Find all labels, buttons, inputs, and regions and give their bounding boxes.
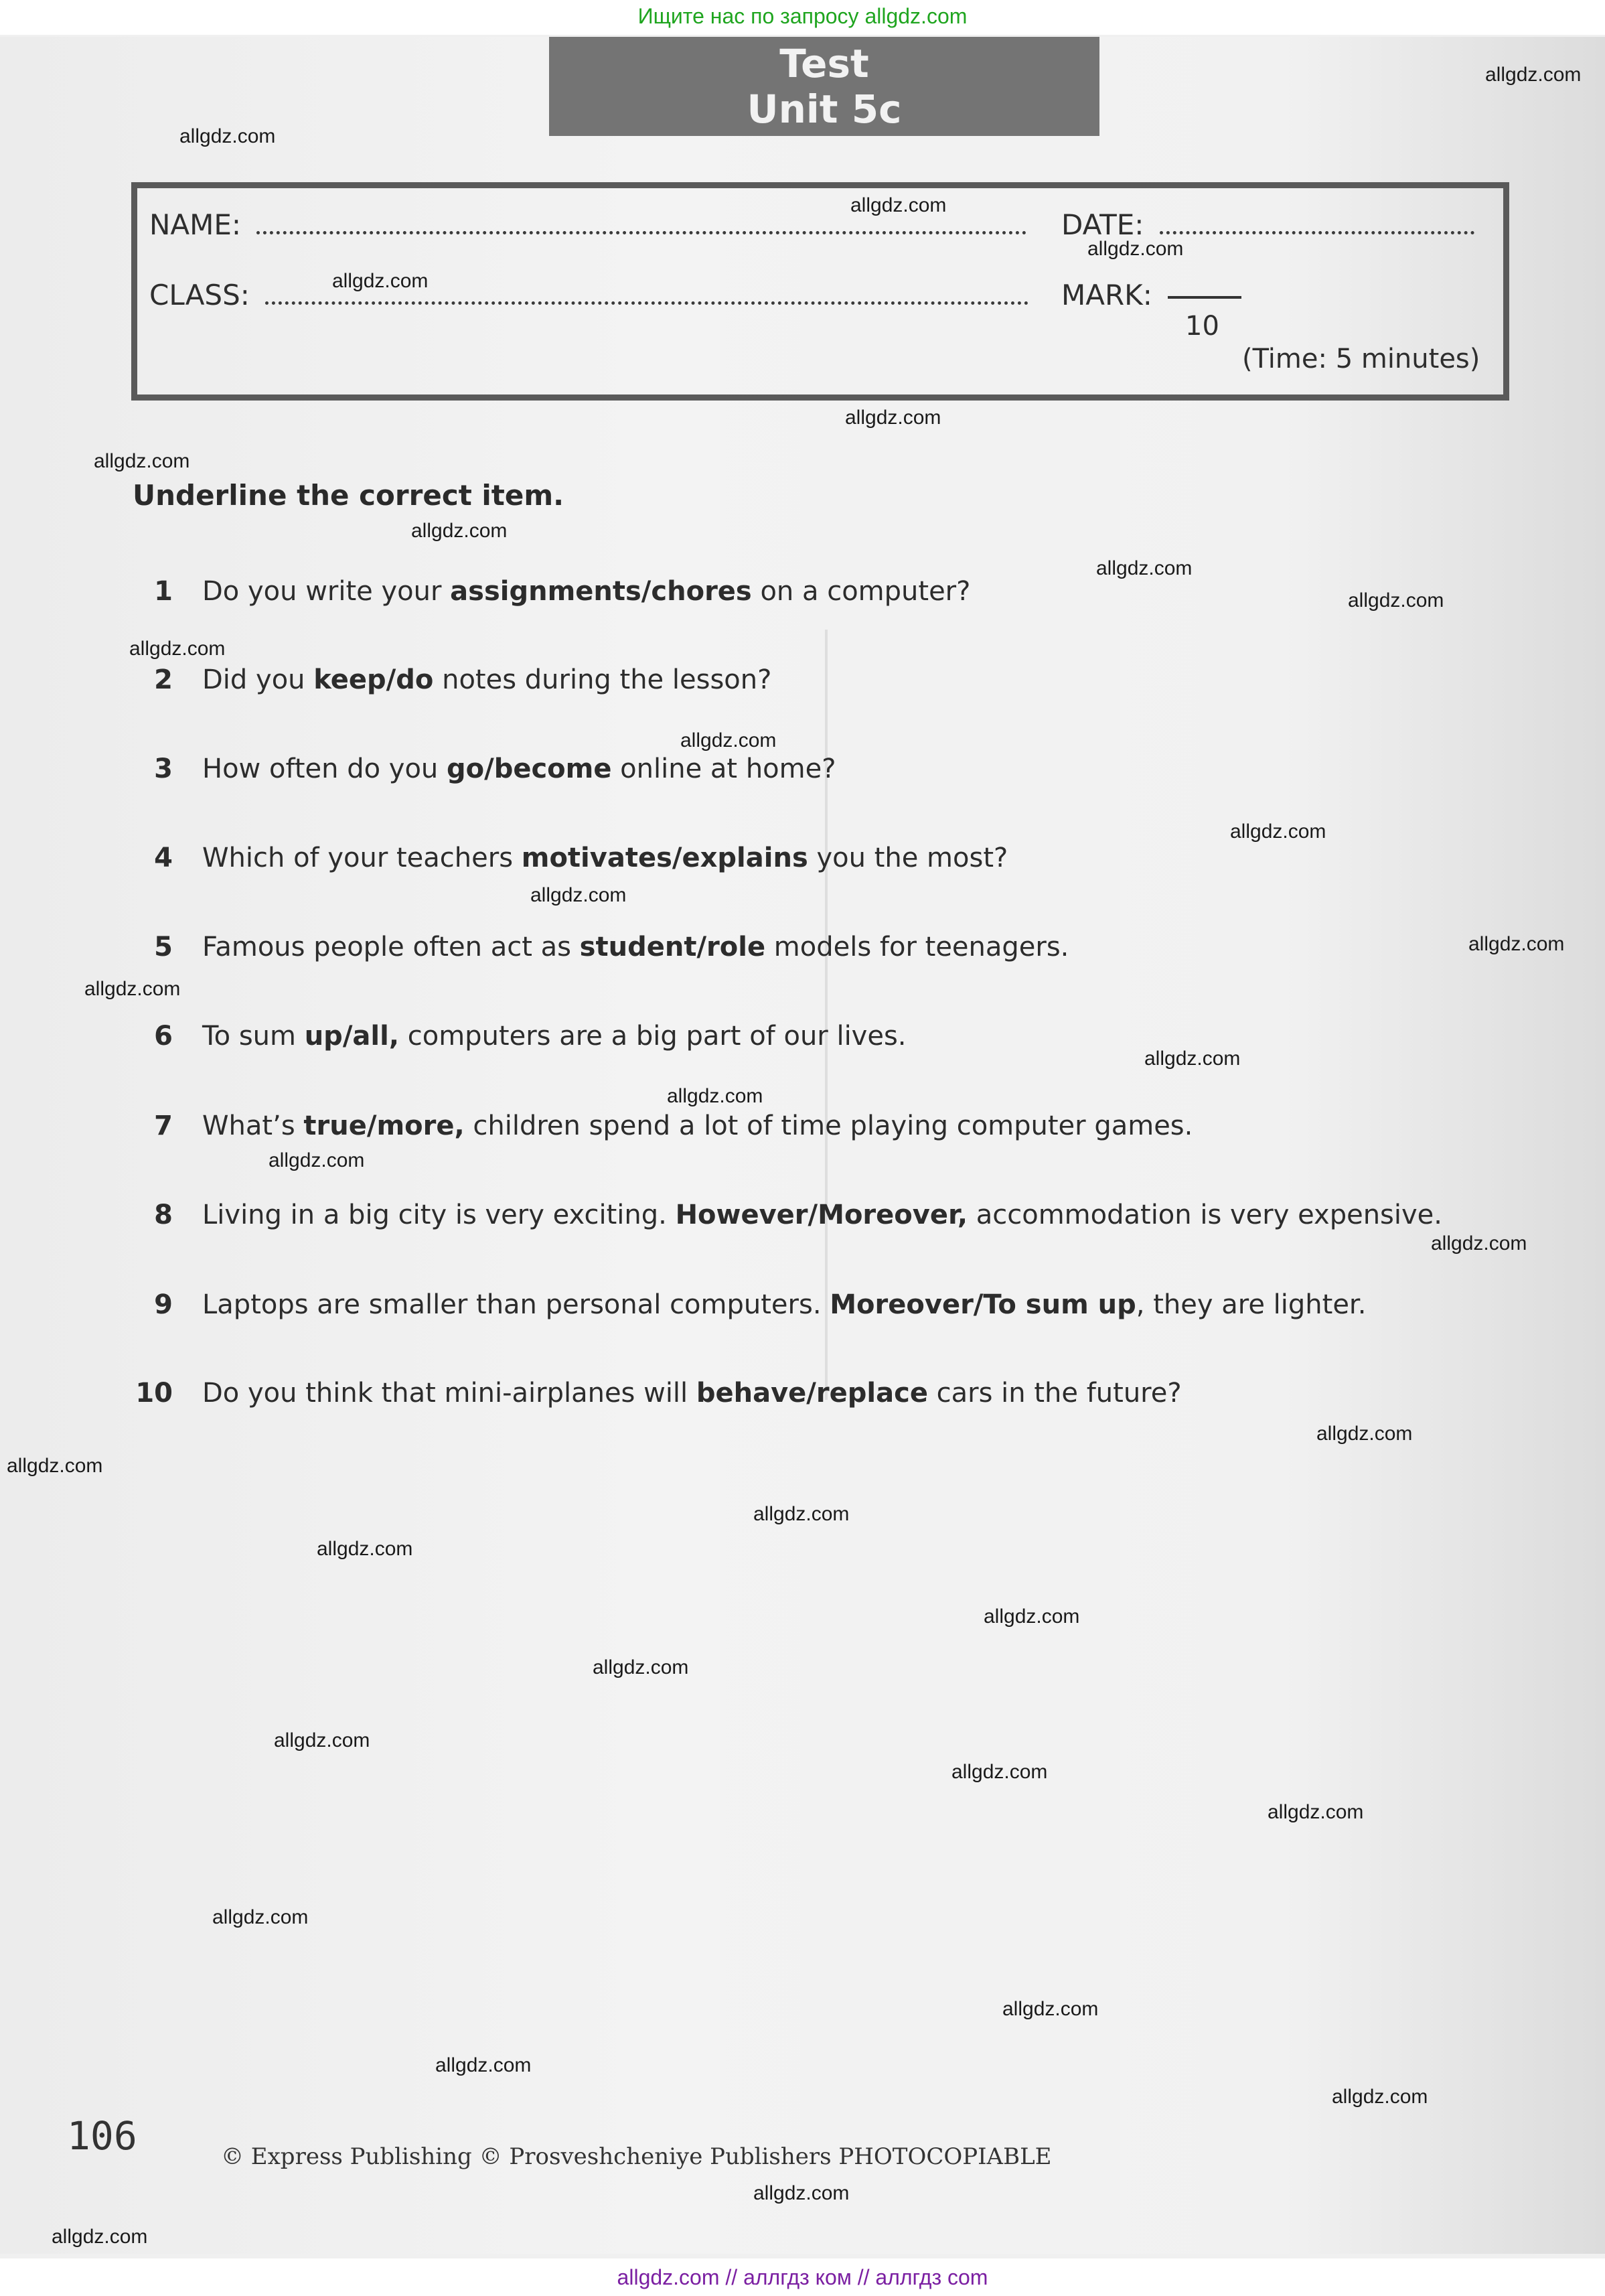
- question-text-after: on a computer?: [751, 576, 971, 607]
- question-text-before: Living in a big city is very exciting.: [202, 1200, 676, 1230]
- answer-choice[interactable]: However/Moreover,: [675, 1200, 968, 1230]
- question-number: 8: [154, 1200, 173, 1230]
- name-blank[interactable]: [256, 227, 1026, 234]
- answer-choice[interactable]: keep/do: [313, 664, 434, 695]
- question-item: [131, 1021, 907, 1052]
- question-text-before: How often do you: [202, 754, 447, 784]
- instruction: Underline the correct item.: [133, 479, 564, 512]
- header-title: Test: [779, 41, 869, 86]
- page-number: 106: [67, 2113, 137, 2159]
- answer-choice[interactable]: assignments/chores: [450, 576, 752, 607]
- watermark: allgdz.com: [680, 729, 777, 751]
- question-item: [131, 932, 1069, 962]
- question-text-after: online at home?: [611, 754, 836, 784]
- question-number: 10: [135, 1378, 173, 1409]
- watermark: allgdz.com: [530, 884, 627, 906]
- question-text-after: , they are lighter.: [1136, 1289, 1367, 1320]
- question-text-before: Did you: [202, 664, 314, 695]
- watermark: allgdz.com: [212, 1906, 309, 1928]
- name-label: NAME:: [149, 208, 242, 241]
- watermark: allgdz.com: [667, 1085, 763, 1107]
- question-item: [131, 843, 1008, 873]
- watermark: allgdz.com: [984, 1605, 1080, 1628]
- watermark: allgdz.com: [52, 2226, 148, 2248]
- bottom-banner: allgdz.com // аллгдз ком // аллгдз com: [0, 2258, 1605, 2296]
- watermark: allgdz.com: [411, 520, 508, 542]
- question-number: 3: [154, 754, 173, 784]
- answer-choice[interactable]: motivates/explains: [521, 843, 808, 873]
- watermark: allgdz.com: [593, 1656, 689, 1678]
- question-text-after: models for teenagers.: [765, 932, 1069, 962]
- question-text-after: computers are a big part of our lives.: [399, 1021, 907, 1052]
- question-number: 4: [154, 843, 173, 873]
- question-text-before: What’s: [202, 1110, 304, 1141]
- question-text-after: accommodation is very expensive.: [968, 1200, 1442, 1230]
- answer-choice[interactable]: Moreover/To sum up: [830, 1289, 1136, 1320]
- question-item: [131, 1110, 1193, 1141]
- bleed-through-divider: [825, 630, 828, 1400]
- answer-choice[interactable]: student/role: [579, 932, 766, 962]
- watermark: allgdz.com: [317, 1538, 413, 1560]
- watermark: allgdz.com: [1316, 1423, 1413, 1445]
- test-header: [549, 37, 1099, 136]
- question-item: [131, 664, 771, 695]
- question-text-after: you the most?: [808, 843, 1008, 873]
- header-unit: Unit 5c: [747, 86, 902, 132]
- watermark: allgdz.com: [1348, 589, 1444, 612]
- answer-choice[interactable]: true/more,: [303, 1110, 465, 1141]
- mark-denominator: 10: [1185, 311, 1219, 342]
- question-item: [131, 1378, 1182, 1409]
- watermark: allgdz.com: [332, 270, 429, 292]
- top-banner-link[interactable]: Ищите нас по запросу allgdz.com: [637, 4, 968, 28]
- watermark: allgdz.com: [274, 1729, 370, 1751]
- question-item: [131, 1200, 1442, 1230]
- watermark: allgdz.com: [1087, 238, 1184, 260]
- question-text-before: Laptops are smaller than personal computers.: [202, 1289, 830, 1320]
- question-text-after: children spend a lot of time playing computer games.: [464, 1110, 1193, 1141]
- date-field[interactable]: [1061, 208, 1474, 241]
- watermark: allgdz.com: [1230, 820, 1326, 843]
- watermark: allgdz.com: [753, 1503, 850, 1525]
- date-blank[interactable]: [1160, 227, 1474, 234]
- question-text-before: Famous people often act as: [202, 932, 580, 962]
- question-number: 6: [154, 1021, 173, 1052]
- watermark: allgdz.com: [1468, 933, 1565, 955]
- watermark: allgdz.com: [1431, 1232, 1527, 1254]
- question-text-after: cars in the future?: [927, 1378, 1182, 1409]
- class-blank[interactable]: [265, 297, 1028, 305]
- watermark: allgdz.com: [850, 194, 947, 216]
- question-item: [131, 754, 836, 784]
- watermark: allgdz.com: [269, 1149, 365, 1171]
- watermark: allgdz.com: [845, 407, 941, 429]
- top-banner: [0, 0, 1605, 35]
- watermark: allgdz.com: [129, 638, 226, 660]
- watermark: allgdz.com: [435, 2054, 532, 2076]
- mark-fraction-line: [1168, 296, 1241, 299]
- question-number: 5: [154, 932, 173, 962]
- answer-choice[interactable]: go/become: [446, 754, 612, 784]
- copyright-footer: © Express Publishing © Prosveshcheniye Publishers PHOTOCOPIABLE: [221, 2143, 1052, 2170]
- watermark: allgdz.com: [94, 450, 190, 472]
- watermark: allgdz.com: [1332, 2086, 1428, 2108]
- watermark: allgdz.com: [84, 978, 181, 1000]
- watermark: allgdz.com: [1096, 557, 1193, 579]
- question-text-before: Which of your teachers: [202, 843, 522, 873]
- question-text-before: To sum: [202, 1021, 305, 1052]
- watermark: allgdz.com: [7, 1455, 103, 1477]
- mark-field[interactable]: [1061, 279, 1241, 311]
- time-note: (Time: 5 minutes): [1242, 344, 1480, 374]
- question-number: 2: [154, 664, 173, 695]
- question-number: 9: [154, 1289, 173, 1320]
- watermark: allgdz.com: [1268, 1801, 1364, 1823]
- watermark: allgdz.com: [951, 1761, 1048, 1783]
- question-number: 7: [154, 1110, 173, 1141]
- watermark: allgdz.com: [753, 2182, 850, 2204]
- answer-choice[interactable]: behave/replace: [696, 1378, 928, 1409]
- question-text-after: notes during the lesson?: [433, 664, 772, 695]
- question-number: 1: [154, 576, 173, 607]
- watermark: allgdz.com: [1002, 1998, 1099, 2020]
- watermark: allgdz.com: [1485, 64, 1582, 86]
- class-field[interactable]: [149, 279, 1028, 311]
- class-label: CLASS:: [149, 279, 250, 311]
- watermark: allgdz.com: [1144, 1048, 1241, 1070]
- date-label: DATE:: [1061, 208, 1144, 241]
- question-item: [131, 576, 970, 607]
- answer-choice[interactable]: up/all,: [304, 1021, 400, 1052]
- watermark: allgdz.com: [179, 125, 276, 147]
- question-text-before: Do you write your: [202, 576, 451, 607]
- question-text-before: Do you think that mini-airplanes will: [202, 1378, 696, 1409]
- mark-label: MARK:: [1061, 279, 1152, 311]
- question-item: [131, 1289, 1366, 1320]
